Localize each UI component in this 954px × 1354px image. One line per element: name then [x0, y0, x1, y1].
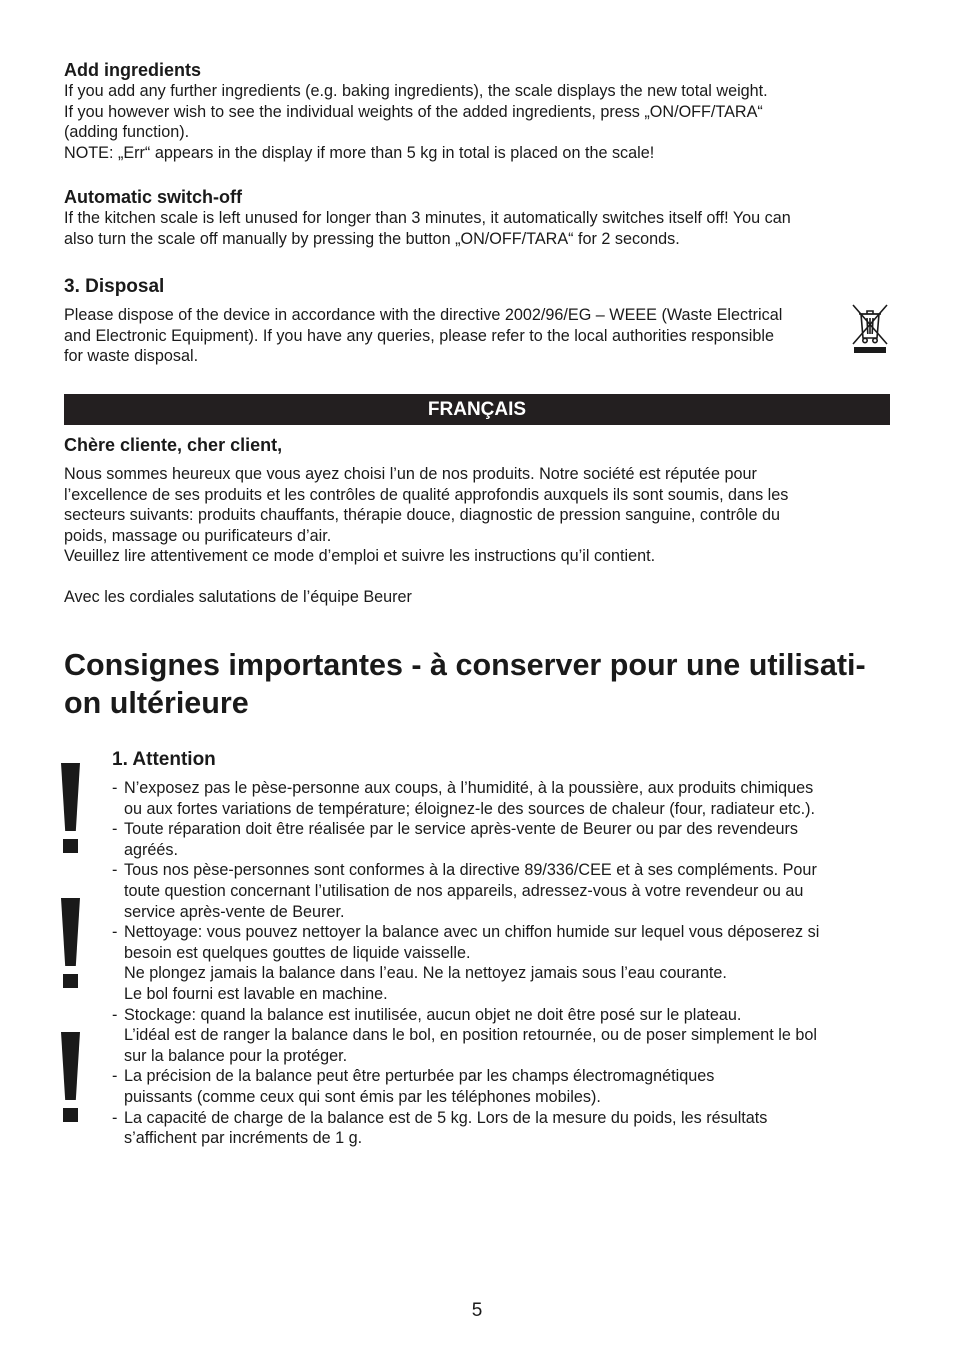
text-line: NOTE: „Err“ appears in the display if more than 5 kg in total is placed on the scale!: [64, 143, 655, 162]
text-line: secteurs suivants: produits chauffants, thérapie douce, diagnostic de pression sanguine, contrôle du: [64, 506, 780, 525]
text-line: Le bol fourni est lavable en machine.: [124, 984, 388, 1003]
text-line: If the kitchen scale is left unused for longer than 3 minutes, it automatically switches itself off! You can: [64, 209, 791, 227]
text-line: L’idéal est de ranger la balance dans le bol, en position retournée, ou de poser simplement le bol: [124, 1026, 817, 1045]
text-line: Toute réparation doit être réalisée par le service après-vente de Beurer ou par des revendeurs: [124, 820, 798, 839]
text-line: Nettoyage: vous pouvez nettoyer la balance avec un chiffon humide sur lequel vous déposerez si: [124, 923, 820, 942]
paragraph-add-ingredients: [64, 81, 768, 163]
paragraph-disposal: [64, 305, 782, 367]
text-line: toute question concernant l’utilisation de nos appareils, adressez-vous à votre revendeur ou au: [124, 881, 804, 900]
list-item: - Nettoyage: vous pouvez nettoyer la balance avec un chiffon humide sur lequel vous déposerez si besoin est quelques gouttes de liquide vaisselle. Ne plongez jamais la balance dans l’eau. Ne la nettoyez jamais sous l’eau courante. Le bol fourni est lavable en machine.: [112, 923, 820, 1003]
title-line: on ultérieure: [64, 686, 249, 720]
text-line: also turn the scale off manually by pressing the button „ON/OFF/TARA“ for 2 seconds.: [64, 229, 680, 248]
text-line: s’affichent par incréments de 1 g.: [124, 1129, 363, 1148]
text-line: l’excellence de ses produits et les contrôles de qualité approfondis auxquels ils sont soumis, dans les: [64, 485, 789, 504]
heading-add-ingredients: Add ingredients: [64, 60, 202, 80]
text-line: service après-vente de Beurer.: [124, 902, 345, 921]
text-line: and Electronic Equipment). If you have any queries, please refer to the local authorities responsible: [64, 326, 774, 345]
heading-disposal: 3. Disposal: [64, 276, 165, 297]
text-line: ou aux fortes variations de température; éloignez-le des sources de chaleur (four, radiateur etc.).: [124, 799, 816, 818]
heading-greeting: Chère cliente, cher client,: [64, 435, 283, 455]
text-line: La précision de la balance peut être perturbée par les champs électromagnétiques: [124, 1067, 715, 1086]
attention-list: [112, 778, 819, 1149]
text-line: Nous sommes heureux que vous ayez choisi l’un de nos produits. Notre société est réputée pour: [64, 465, 757, 483]
text-line: sur la balance pour la protéger.: [124, 1046, 348, 1065]
text-line: Veuillez lire attentivement ce mode d’emploi et suivre les instructions qu’il contient.: [64, 547, 656, 566]
list-item: - Stockage: quand la balance est inutilisée, aucun objet ne doit être posé sur le plateau. L’idéal est de ranger la balance dans le bol, en position retournée, ou de poser simplement le bol sur la balance pour la protéger.: [112, 1005, 819, 1067]
text-line: agréés.: [124, 840, 178, 859]
title-line: Consignes importantes - à conserver pour une utilisati-: [64, 648, 866, 682]
list-item: - Toute réparation doit être réalisée par le service après-vente de Beurer ou par des revendeurs agréés.: [112, 819, 819, 860]
heading-attention: 1. Attention: [112, 749, 216, 770]
list-item: - La précision de la balance peut être perturbée par les champs électromagnétiques puissants (comme ceux qui sont émis par les téléphones mobiles).: [112, 1066, 819, 1107]
language-banner: FRANÇAIS: [64, 394, 890, 425]
text-line: (adding function).: [64, 123, 190, 142]
text-line: If you add any further ingredients (e.g. baking ingredients), the scale displays the new total weight.: [64, 82, 768, 100]
text-line: Tous nos pèse-personnes sont conformes à la directive 89/336/CEE et à ses compléments. Pour: [124, 861, 817, 880]
list-item: - La capacité de charge de la balance est de 5 kg. Lors de la mesure du poids, les résultats s’affichent par incréments de 1 g.: [112, 1108, 819, 1149]
list-item: - Tous nos pèse-personnes sont conformes à la directive 89/336/CEE et à ses compléments. Pour toute question concernant l’utilisation de nos appareils, adressez-vous à votre revendeur ou au service après-vente de Beurer.: [112, 860, 819, 922]
text-line: puissants (comme ceux qui sont émis par les téléphones mobiles).: [124, 1087, 601, 1106]
text-line: poids, massage ou purificateurs d’air.: [64, 526, 332, 545]
text-line: La capacité de charge de la balance est de 5 kg. Lors de la mesure du poids, les résultats: [124, 1108, 768, 1127]
text-line: If you however wish to see the individual weights of the added ingredients, press „ON/OFF/TARA“: [64, 102, 763, 121]
paragraph-greeting: [64, 464, 788, 567]
crossed-out-wheelie-bin-icon: [850, 302, 890, 354]
list-item: - N’exposez pas le pèse-personne aux coups, à l’humidité, à la poussière, aux produits chimiques ou aux fortes variations de température; éloignez-le des sources de chaleur (four, radiateur etc.).: [112, 778, 819, 819]
page-title: [64, 646, 866, 722]
page-number: 5: [471, 1300, 483, 1321]
text-line: Stockage: quand la balance est inutilisée, aucun objet ne doit être posé sur le plateau.: [124, 1005, 742, 1024]
text-line: Ne plongez jamais la balance dans l’eau. Ne la nettoyez jamais sous l’eau courante.: [124, 964, 727, 983]
paragraph-automatic-switch-off: [64, 208, 791, 249]
text-line: for waste disposal.: [64, 347, 199, 366]
text-line: N’exposez pas le pèse-personne aux coups, à l’humidité, à la poussière, aux produits chimiques: [124, 779, 814, 797]
paragraph-closing: Avec les cordiales salutations de l’équipe Beurer: [64, 588, 412, 606]
text-line: besoin est quelques gouttes de liquide vaisselle.: [124, 943, 471, 962]
text-line: Please dispose of the device in accordance with the directive 2002/96/EG – WEEE (Waste Electrical: [64, 306, 783, 324]
heading-automatic-switch-off: Automatic switch-off: [64, 187, 242, 207]
